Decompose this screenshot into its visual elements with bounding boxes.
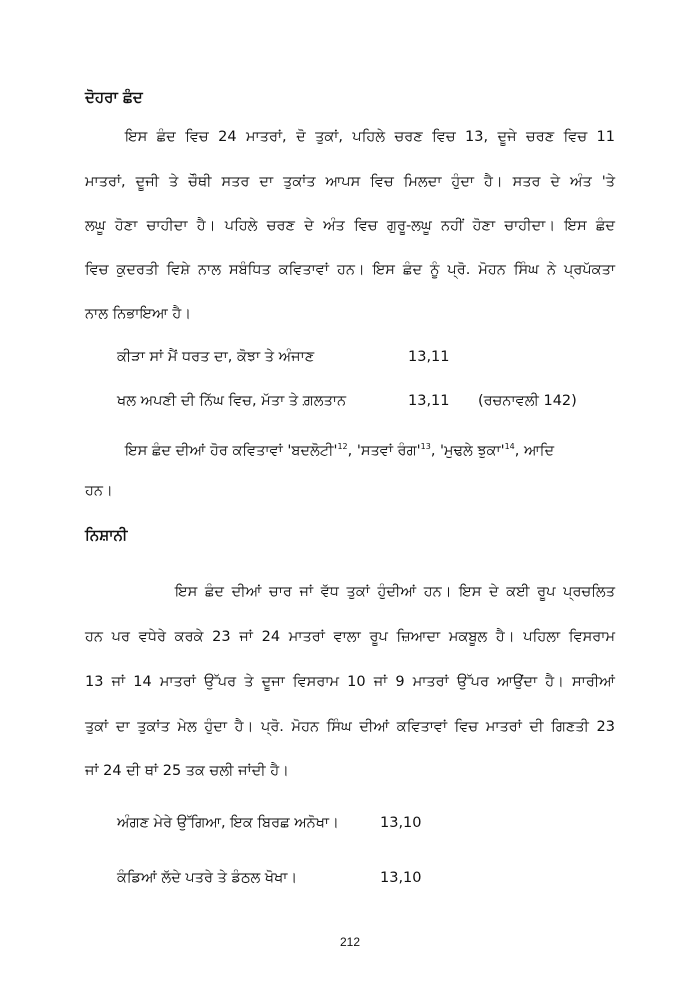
paragraph-line: ਹਨ। — [85, 483, 113, 499]
verse-line: ਕੀੜਾ ਸਾਂ ਮੈਂ ਧਰਤ ਦਾ, ਕੋਝਾ ਤੇ ਅੰਜਾਣ — [117, 349, 315, 365]
paragraph-line: ਹਨ ਪਰ ਵਧੇਰੇ ਕਰਕੇ 23 ਜਾਂ 24 ਮਾਤਰਾਂ ਵਾਲਾ ਰੂਪ ਜ਼ਿਆਦਾ ਮਕਬੂਲ ਹੈ। ਪਹਿਲਾ ਵਿਸਰਾਮ — [85, 629, 615, 645]
verse-reference: (ਰਚਨਾਵਲੀ 142) — [478, 393, 577, 409]
poem-title: 'ਸਤਵਾਂ ਰੰਗ' — [356, 443, 421, 459]
other-poems-prefix: ਇਸ ਛੰਦ ਦੀਆਂ ਹੋਰ ਕਵਿਤਾਵਾਂ — [125, 443, 288, 459]
other-poems-line: ਇਸ ਛੰਦ ਦੀਆਂ ਹੋਰ ਕਵਿਤਾਵਾਂ '$ਬਦਲੋਟੀ'^{12}$, 'ਸਤਵਾਂ $ਰੰਗ'^{13}$, 'ਮੁਢਲੇ $ਝੁਕਾ'^{14}$, ਆਦਿ — [125, 442, 555, 459]
paragraph-line: ਲਘੂ ਹੋਣਾ ਚਾਹੀਦਾ ਹੈ। ਪਹਿਲੇ ਚਰਣ ਦੇ ਅੰਤ ਵਿਚ ਗੁਰੂ-ਲਘੂ ਨਹੀਂ ਹੋਣਾ ਚਾਹੀਦਾ। ਇਸ ਛੰਦ — [85, 218, 615, 234]
poem-title: 'ਮੁਢਲੇ ਝੁਕਾ' — [440, 443, 505, 459]
section-heading-dohra: ਦੋਹਰਾ ਛੰਦ — [85, 88, 143, 106]
verse-count: 13,10 — [380, 815, 422, 831]
page-number: 212 — [339, 935, 361, 949]
footnote-ref[interactable]: 13 — [420, 442, 431, 451]
paragraph-line: ਤੁਕਾਂ ਦਾ ਤੁਕਾਂਤ ਮੇਲ ਹੁੰਦਾ ਹੈ। ਪ੍ਰੋ. ਮੋਹਨ ਸਿੰਘ ਦੀਆਂ ਕਵਿਤਾਵਾਂ ਵਿਚ ਮਾਤਰਾਂ ਦੀ ਗਿਣਤੀ 23 — [85, 719, 615, 735]
verse-count: 13,10 — [380, 870, 422, 886]
paragraph-line: ਇਸ ਛੰਦ ਦੀਆਂ ਚਾਰ ਜਾਂ ਵੱਧ ਤੁਕਾਂ ਹੁੰਦੀਆਂ ਹਨ। ਇਸ ਦੇ ਕਈ ਰੂਪ ਪ੍ਰਚਲਿਤ — [175, 584, 615, 600]
verse-line: ਖਲ ਅਪਣੀ ਦੀ ਨਿੱਘ ਵਿਚ, ਮੱਤਾ ਤੇ ਗ਼ਲਤਾਨ — [117, 393, 347, 409]
paragraph-line: ਇਸ ਛੰਦ ਵਿਚ 24 ਮਾਤਰਾਂ, ਦੋ ਤੁਕਾਂ, ਪਹਿਲੇ ਚਰਣ ਵਿਚ 13, ਦੂਜੇ ਚਰਣ ਵਿਚ 11 — [125, 129, 615, 145]
other-poems-suffix: , ਆਦਿ — [514, 443, 555, 459]
verse-line: ਅੰਗਣ ਮੇਰੇ ਉੱਗਿਆ, ਇਕ ਬਿਰਛ ਅਨੋਖਾ। — [117, 815, 339, 831]
footnote-ref[interactable]: 14 — [504, 442, 515, 451]
paragraph-line: ਜਾਂ 24 ਦੀ ਥਾਂ 25 ਤਕ ਚਲੀ ਜਾਂਦੀ ਹੈ। — [85, 763, 289, 779]
verse-count: 13,11 — [408, 393, 450, 409]
paragraph-line: ਨਾਲ ਨਿਭਾਇਆ ਹੈ। — [85, 306, 192, 322]
verse-count: 13,11 — [408, 349, 450, 365]
footnote-ref[interactable]: 12 — [337, 442, 348, 451]
section-heading-nishani: ਨਿਸ਼ਾਨੀ — [85, 526, 128, 544]
paragraph-line: 13 ਜਾਂ 14 ਮਾਤਰਾਂ ਉੱਪਰ ਤੇ ਦੂਜਾ ਵਿਸਰਾਮ 10 ਜਾਂ 9 ਮਾਤਰਾਂ ਉੱਪਰ ਆਉਂਦਾ ਹੈ। ਸਾਰੀਆਂ — [85, 674, 615, 690]
paragraph-line: ਵਿਚ ਕੁਦਰਤੀ ਵਿਸ਼ੇ ਨਾਲ ਸਬੰਧਿਤ ਕਵਿਤਾਵਾਂ ਹਨ। ਇਸ ਛੰਦ ਨੂੰ ਪ੍ਰੋ. ਮੋਹਨ ਸਿੰਘ ਨੇ ਪ੍ਰਪੱਕਤਾ — [85, 262, 615, 278]
poem-title: 'ਬਦਲੋਟੀ' — [287, 443, 338, 459]
paragraph-line: ਮਾਤਰਾਂ, ਦੂਜੀ ਤੇ ਚੌਥੀ ਸਤਰ ਦਾ ਤੁਕਾਂਤ ਆਪਸ ਵਿਚ ਮਿਲਦਾ ਹੁੰਦਾ ਹੈ। ਸਤਰ ਦੇ ਅੰਤ 'ਤੇ — [85, 174, 615, 190]
verse-line: ਕੰਡਿਆਂ ਲੱਦੇ ਪਤਰੇ ਤੇ ਡੰਠਲ ਖੋਖਾ। — [117, 870, 298, 886]
